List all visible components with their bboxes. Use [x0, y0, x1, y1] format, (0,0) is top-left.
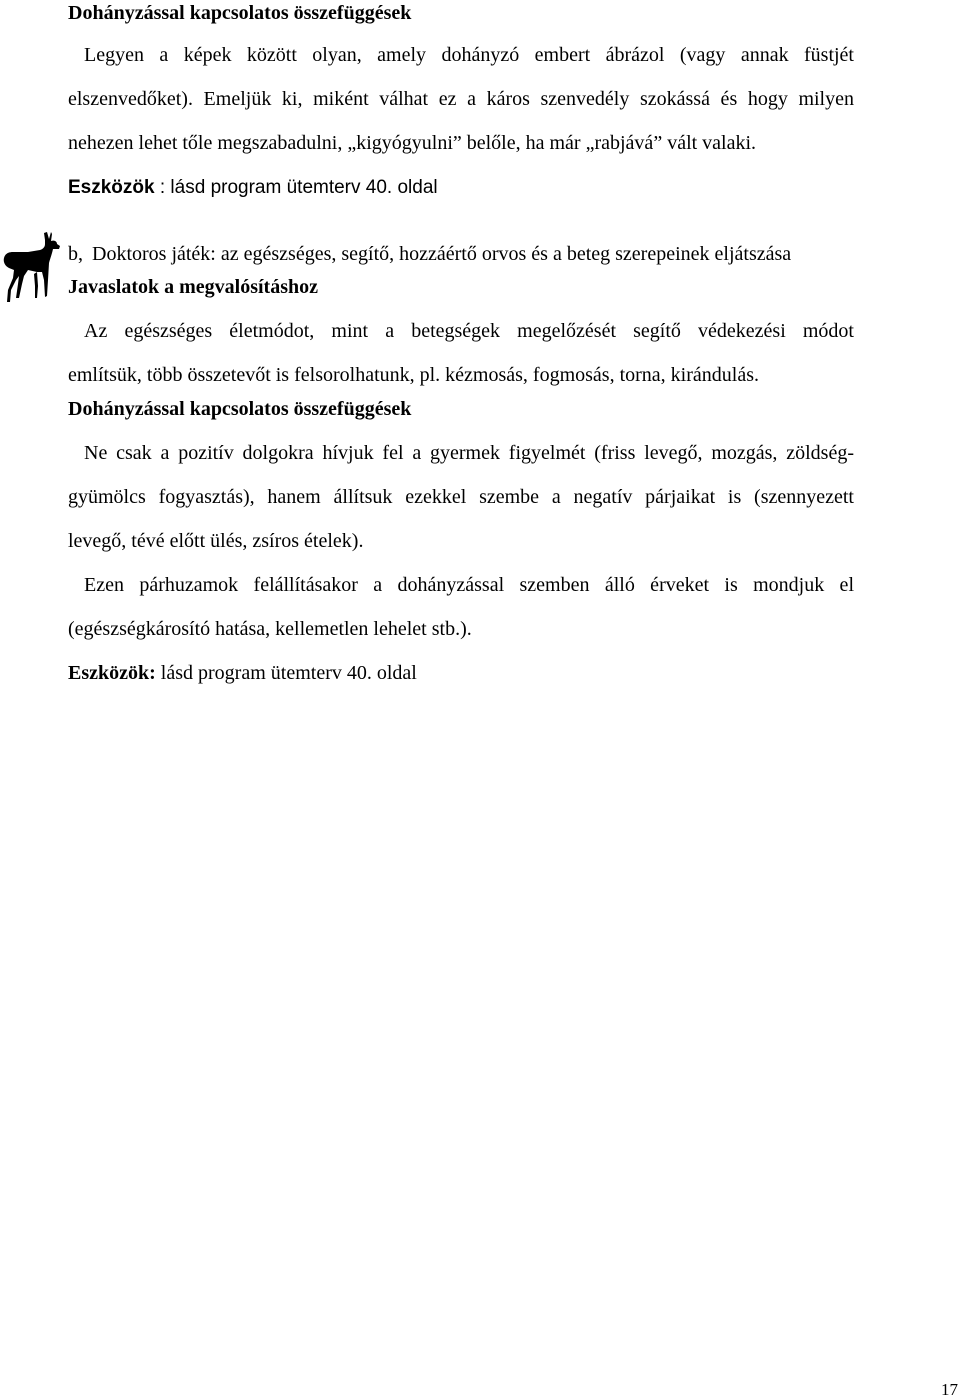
paragraph-line: Legyen a képek között olyan, amely dohányzó embert ábrázol (vagy annak füstjét — [84, 44, 854, 66]
tools-line — [68, 661, 854, 685]
paragraph-line: elszenvedőket). Emeljük ki, miként válhat ez a káros szenvedély szokássá és hogy milyen — [68, 88, 854, 110]
section-heading-smoking: Dohányzással kapcsolatos összefüggések — [68, 2, 412, 24]
paragraph-line: Ne csak a pozitív dolgokra hívjuk fel a gyermek figyelmét (friss levegő, mozgás, zöldség- — [84, 442, 854, 464]
deer-icon — [0, 228, 64, 304]
page-number: 17 — [941, 1380, 958, 1399]
list-item-text: Doktoros játék: az egészséges, segítő, hozzáértő orvos és a beteg szerepeinek eljátszása — [92, 243, 792, 265]
tools-line — [68, 176, 854, 200]
tools-text: : lásd program ütemterv 40. oldal — [154, 177, 438, 198]
subheading-suggestions: Javaslatok a megvalósításhoz — [68, 276, 318, 298]
list-item-marker: b, — [68, 243, 83, 265]
paragraph-line: levegő, tévé előtt ülés, zsíros ételek). — [68, 530, 364, 552]
paragraph-line: nehezen lehet tőle megszabadulni, „kigyógyulni” belőle, ha már „rabjává” vált valaki. — [68, 132, 757, 154]
list-item-doctor-game — [68, 242, 854, 266]
section-heading-smoking-2: Dohányzással kapcsolatos összefüggések — [68, 398, 412, 420]
tools-label: Eszközök: — [68, 662, 156, 684]
paragraph-line: (egészségkárosító hatása, kellemetlen lehelet stb.). — [68, 618, 472, 640]
paragraph-line: Az egészséges életmódot, mint a betegségek megelőzését segítő védekezési módot — [84, 320, 854, 342]
tools-label: Eszközök — [68, 177, 155, 198]
paragraph-line: említsük, több összetevőt is felsorolhatunk, pl. kézmosás, fogmosás, torna, kirándulás. — [68, 364, 759, 386]
tools-text: lásd program ütemterv 40. oldal — [155, 662, 417, 684]
paragraph-line: Ezen párhuzamok felállításakor a dohányzással szemben álló érveket is mondjuk el — [84, 574, 854, 596]
paragraph-line: gyümölcs fogyasztás), hanem állítsuk ezekkel szembe a negatív párjaikat is (szennyezett — [68, 486, 854, 508]
